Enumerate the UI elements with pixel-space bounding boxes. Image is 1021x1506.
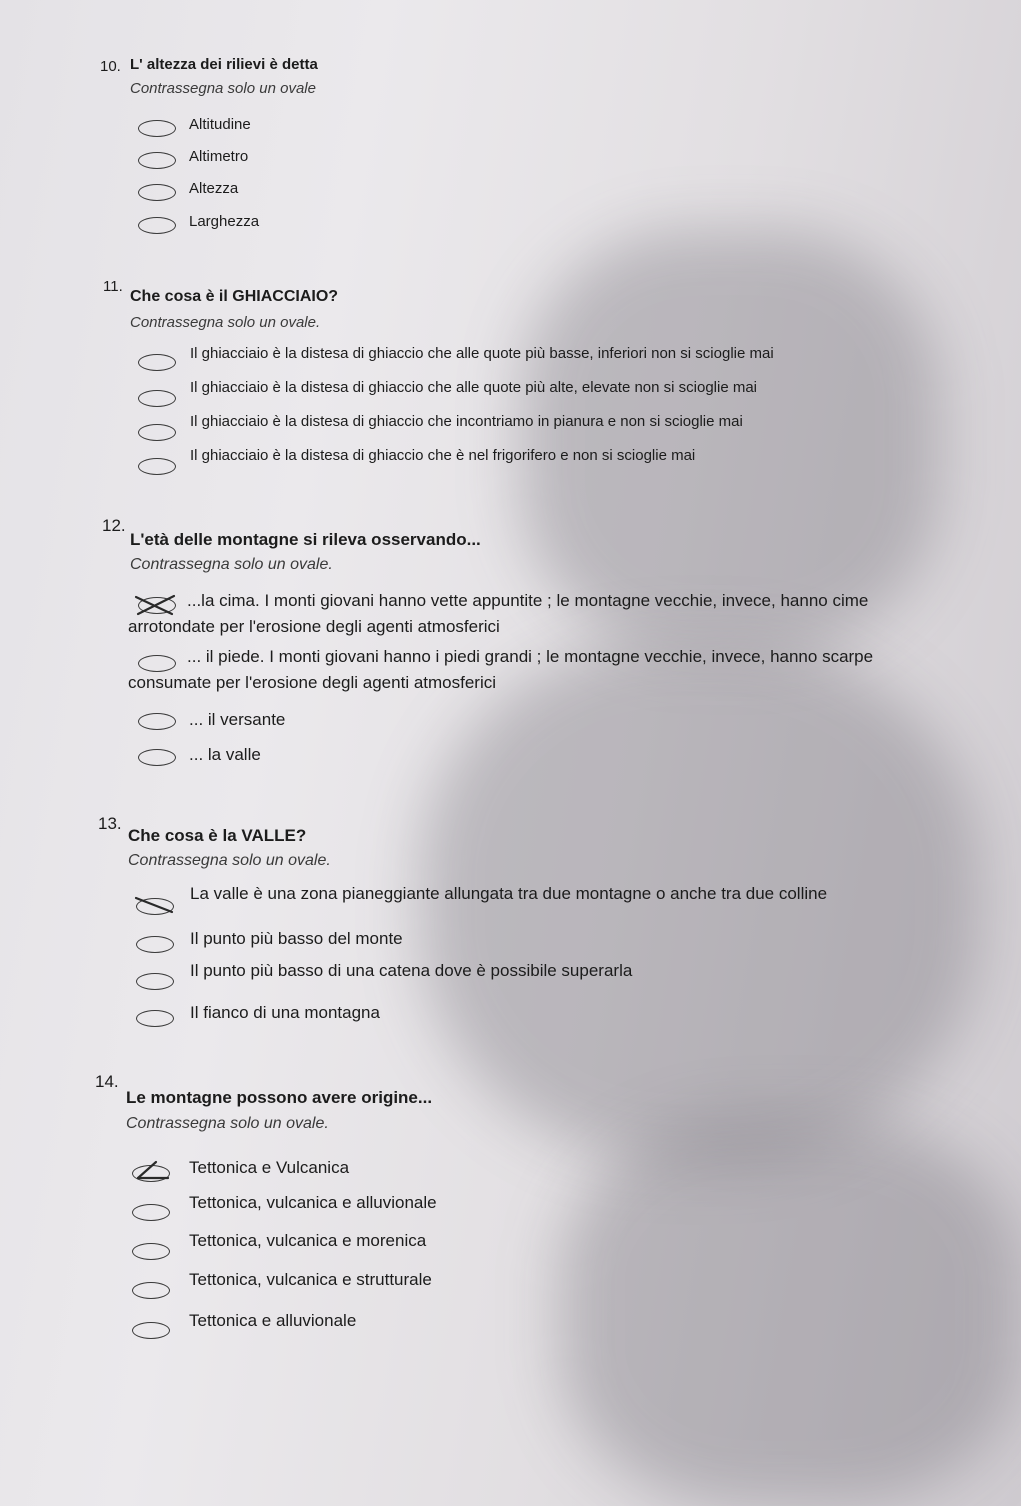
question-title: L' altezza dei rilievi è detta [130, 56, 318, 73]
radio-oval[interactable] [138, 184, 176, 201]
radio-oval[interactable] [136, 1010, 174, 1027]
checkmark-icon [128, 1158, 172, 1180]
option-label: ... il piede. I monti giovani hanno i piedi grandi ; le montagne vecchie, invece, hanno scarpe consumate per l'erosione degli agenti atmosferici [128, 647, 874, 692]
option-label: Il fianco di una montagna [190, 1003, 380, 1022]
question-number: 14. [95, 1072, 119, 1091]
question-instruction: Contrassegna solo un ovale [130, 80, 316, 97]
option-label: Tettonica, vulcanica e morenica [189, 1231, 427, 1250]
question-instruction: Contrassegna solo un ovale. [130, 556, 333, 573]
radio-oval[interactable] [138, 152, 176, 169]
option-label: Altezza [189, 180, 239, 197]
option-label: Tettonica e Vulcanica [189, 1158, 350, 1177]
radio-oval[interactable] [138, 424, 176, 441]
option-label: Il punto più basso del monte [190, 929, 403, 948]
option-label: Il ghiacciaio è la distesa di ghiaccio che alle quote più alte, elevate non si scioglie mai [190, 379, 758, 396]
radio-oval[interactable] [138, 713, 176, 730]
question-instruction: Contrassegna solo un ovale. [126, 1115, 329, 1132]
radio-oval[interactable] [132, 1322, 170, 1339]
radio-oval[interactable] [138, 354, 176, 371]
option-label: Il ghiacciaio è la distesa di ghiaccio che è nel frigorifero e non si scioglie mai [190, 447, 696, 464]
option-label: Altimetro [189, 148, 249, 165]
question-number: 10. [100, 58, 121, 75]
radio-oval[interactable] [138, 217, 176, 234]
radio-oval[interactable] [132, 1204, 170, 1221]
option-label: Altitudine [189, 116, 251, 133]
question-instruction: Contrassegna solo un ovale. [130, 314, 321, 331]
radio-oval[interactable] [136, 973, 174, 990]
option-label: Tettonica, vulcanica e strutturale [189, 1270, 432, 1289]
option-label: Larghezza [189, 213, 260, 230]
checkmark-icon [132, 894, 176, 916]
question-number: 12. [102, 516, 126, 535]
question-title: Le montagne possono avere origine... [126, 1088, 433, 1107]
option-label: Il ghiacciaio è la distesa di ghiaccio che alle quote più basse, inferiori non si scioglie mai [190, 345, 774, 362]
radio-oval[interactable] [138, 390, 176, 407]
radio-oval[interactable] [138, 458, 176, 475]
question-title: Che cosa è la VALLE? [128, 826, 307, 845]
question-title: L'età delle montagne si rileva osservando... [130, 530, 481, 549]
radio-oval[interactable] [132, 1282, 170, 1299]
radio-oval[interactable] [138, 749, 176, 766]
question-number: 11. [103, 278, 123, 295]
option-label: Il ghiacciaio è la distesa di ghiaccio che incontriamo in pianura e non si scioglie mai [190, 413, 743, 430]
option-label: ...la cima. I monti giovani hanno vette appuntite ; le montagne vecchie, invece, hanno cime arrotondate per l'erosione degli agenti atmosferici [128, 591, 869, 636]
radio-oval[interactable] [138, 120, 176, 137]
radio-oval[interactable] [136, 936, 174, 953]
option-label: Il punto più basso di una catena dove è possibile superarla [190, 961, 633, 980]
question-title: Che cosa è il GHIACCIAIO? [130, 288, 339, 305]
option-label: ... il versante [189, 710, 286, 729]
question-instruction: Contrassegna solo un ovale. [128, 852, 331, 869]
option-label: Tettonica e alluvionale [189, 1311, 357, 1330]
option-label: Tettonica, vulcanica e alluvionale [189, 1193, 437, 1212]
option-label: La valle è una zona pianeggiante allungata tra due montagne o anche tra due colline [190, 884, 828, 903]
option-label: ... la valle [189, 745, 261, 764]
radio-oval[interactable] [132, 1243, 170, 1260]
question-number: 13. [98, 814, 122, 833]
